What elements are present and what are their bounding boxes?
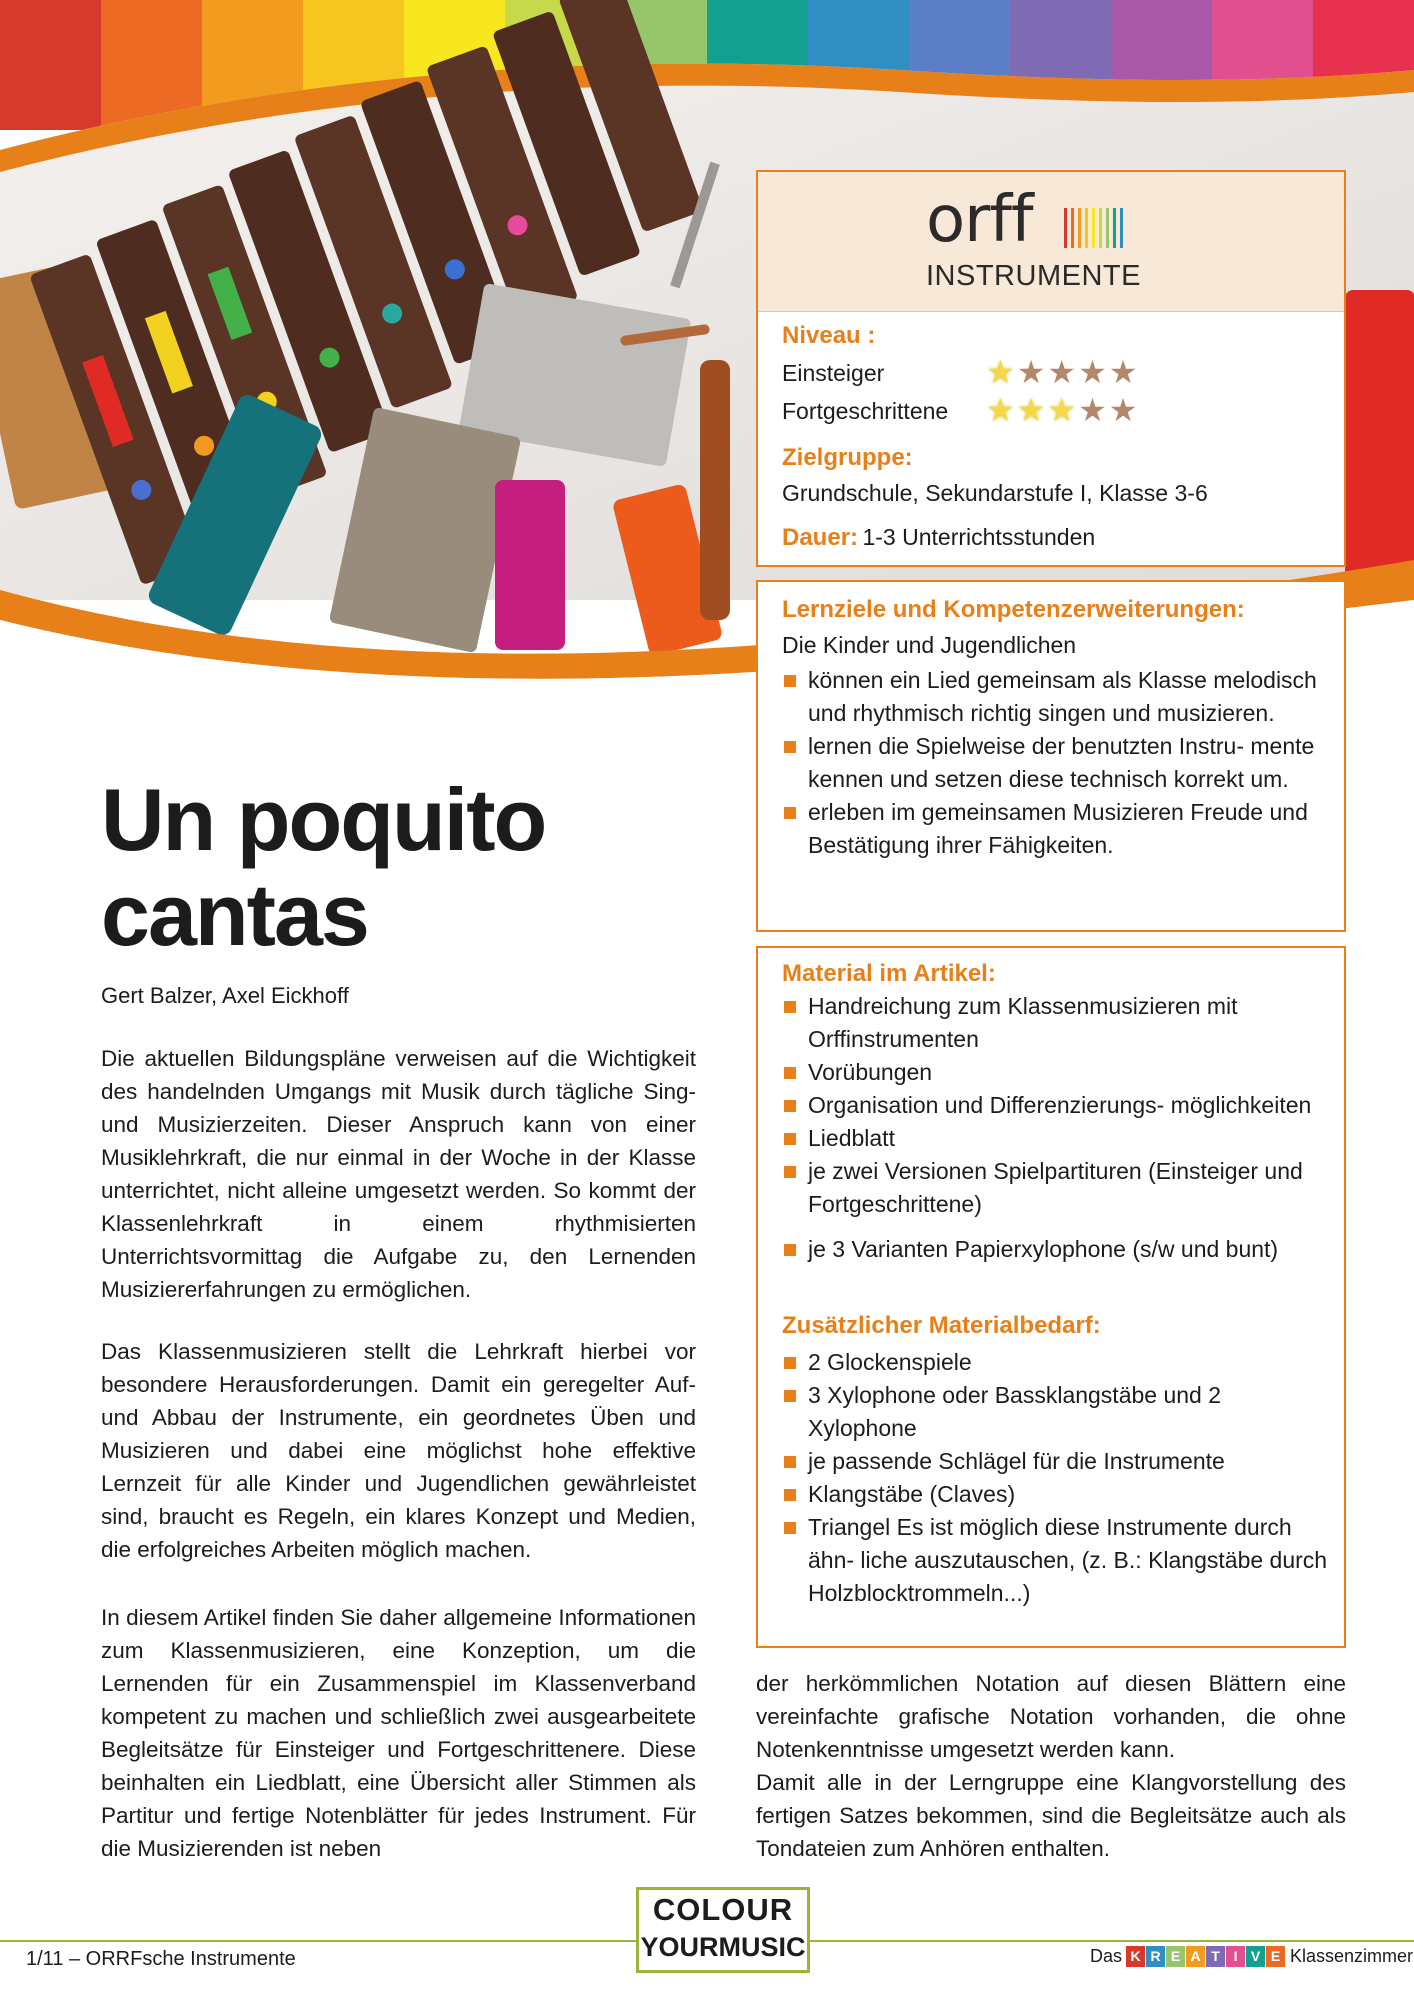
kk-letter-blocks [1126, 1946, 1286, 1967]
article-authors: Gert Balzer, Axel Eickhoff [101, 983, 349, 1008]
dauer-row [782, 524, 1095, 552]
list-item: 2 Glockenspiele [782, 1346, 1330, 1379]
list-item: können ein Lied gemeinsam als Klasse melodisch und rhythmisch richtig singen und musizieren. [782, 664, 1330, 730]
material-list [782, 990, 1330, 1266]
goals-list [782, 664, 1330, 862]
list-item: Handreichung zum Klassenmusizieren mit Orffinstrumenten [782, 990, 1330, 1056]
star-empty-icon: ★ [1078, 392, 1107, 428]
list-item: Organisation und Differenzierungs- möglichkeiten [782, 1089, 1330, 1122]
level-fortgeschrittene-label: Fortgeschrittene [782, 398, 949, 424]
list-item: je 3 Varianten Papierxylophone (s/w und bunt) [782, 1233, 1330, 1266]
star-filled-icon: ★ [1047, 392, 1077, 428]
list-item: je passende Schlägel für die Instrumente [782, 1445, 1330, 1478]
article-paragraph-4: der herkömmlichen Notation auf diesen Blättern eine vereinfachte grafische Notation vorhanden, die ohne Notenkenntnisse umgesetzt werden kann. [756, 1671, 1346, 1762]
article-paragraph-3: In diesem Artikel finden Sie daher allgemeine Informationen zum Klassenmusizieren, eine Konzeption, um die Lernenden für ein Zusammenspiel im Klassenverband kompetent zu machen und schließlich zwei ausgearbeitete Begleitsätze für Einsteiger und Fortgeschrittenere. Diese beinhalten ein Liedblatt, eine Übersicht aller Stimmen als Partitur und fertige Notenblätter für jedes Instrument. Für die Musizierenden ist neben [101, 1605, 696, 1861]
info-box [756, 170, 1346, 567]
goals-box [756, 580, 1346, 932]
kk-letter-block: K [1126, 1946, 1145, 1967]
page-label: 1/11 – ORRFsche Instrumente [26, 1948, 296, 1970]
star-filled-icon: ★ [986, 392, 1015, 428]
kk-prefix: Das [1090, 1946, 1123, 1966]
article-paragraph-5: Damit alle in der Lerngruppe eine Klangvorstellung des fertigen Satzes bekommen, sind die Begleitsätze auch als Tondateien zum Anhören enthalten. [756, 1770, 1346, 1861]
star-empty-icon: ★ [1078, 354, 1107, 390]
logo-word: orff [926, 183, 1033, 257]
logo-subtitle: INSTRUMENTE [926, 260, 1141, 292]
goals-intro: Die Kinder und Jugendlichen [782, 632, 1077, 658]
star-empty-icon: ★ [1016, 354, 1046, 390]
kk-suffix: Klassenzimmer [1290, 1946, 1414, 1966]
logo-bar [1099, 208, 1102, 248]
colour-your-music-logo [636, 1887, 810, 1973]
material-heading: Material im Artikel: [782, 960, 996, 987]
logo-bar [1085, 208, 1088, 248]
title-line-1: Un poquito [101, 770, 546, 869]
level-einsteiger-stars [986, 356, 1137, 388]
list-item: Triangel Es ist möglich diese Instrumente durch ähn- liche auszutauschen, (z. B.: Klangstäbe durch Holzblocktrommeln...) [782, 1511, 1330, 1610]
cym-music: MUSIC [718, 1932, 806, 1962]
logo-bar [1113, 208, 1116, 248]
kk-letter-block: T [1206, 1946, 1225, 1967]
goals-heading: Lernziele und Kompetenzerweiterungen: [782, 596, 1245, 623]
logo-bar [1106, 208, 1109, 248]
list-item: Vorübungen [782, 1056, 1330, 1089]
article-paragraph-2: Das Klassenmusizieren stellt die Lehrkraft hierbei vor besondere Herausforderungen. Damit ein geregelter Auf- und Abbau der Instrumente, ein geordnetes Üben und Musizieren und dabei eine möglichst hohe effektive Lernzeit für alle Kinder und Jugendlichen gewährleistet sind, braucht es Regeln, ein klares Konzept und Medien, die erfolgreiches Arbeiten möglich machen. [101, 1339, 696, 1562]
level-fortgeschrittene-stars [986, 394, 1137, 426]
list-item: lernen die Spielweise der benutzten Instru- mente kennen und setzen diese technisch korrekt um. [782, 730, 1330, 796]
kreative-klassenzimmer-logo [1090, 1946, 1413, 1967]
kk-letter-block: E [1166, 1946, 1185, 1967]
star-empty-icon: ★ [1108, 354, 1138, 390]
logo-bar [1064, 208, 1067, 248]
zielgruppe-label: Zielgruppe: [782, 444, 913, 471]
star-empty-icon: ★ [1047, 354, 1077, 390]
zielgruppe-value: Grundschule, Sekundarstufe I, Klasse 3-6 [782, 480, 1208, 506]
list-item: je zwei Versionen Spielpartituren (Einsteiger und Fortgeschrittene) [782, 1155, 1330, 1221]
kk-letter-block: V [1246, 1946, 1265, 1967]
material-box [756, 946, 1346, 1648]
dauer-value: 1-3 Unterrichtsstunden [862, 524, 1096, 550]
list-item: erleben im gemeinsamen Musizieren Freude und Bestätigung ihrer Fähigkeiten. [782, 796, 1330, 862]
title-line-2: cantas [101, 865, 368, 964]
orff-bars-icon [1064, 208, 1123, 248]
logo-bar [1092, 208, 1095, 248]
dauer-label: Dauer: [782, 524, 859, 551]
list-item: Liedblatt [782, 1122, 1330, 1155]
star-filled-icon: ★ [986, 354, 1015, 390]
cym-your: YOUR [640, 1932, 719, 1962]
cym-line-2 [639, 1930, 807, 1964]
cym-line-1: COLOUR [652, 1892, 794, 1927]
niveau-label: Niveau : [782, 322, 876, 349]
orff-logo [758, 172, 1344, 312]
logo-bar [1120, 208, 1123, 248]
star-filled-icon: ★ [1016, 392, 1046, 428]
kk-letter-block: R [1146, 1946, 1165, 1967]
article-title [101, 772, 545, 962]
list-item: Klangstäbe (Claves) [782, 1478, 1330, 1511]
logo-bar [1071, 208, 1074, 248]
extra-material-list [782, 1346, 1330, 1610]
article-continued [756, 1667, 1346, 1865]
extra-material-heading: Zusätzlicher Materialbedarf: [782, 1312, 1101, 1339]
star-empty-icon: ★ [1108, 392, 1138, 428]
kk-letter-block: A [1186, 1946, 1205, 1967]
list-item: 3 Xylophone oder Bassklangstäbe und 2 Xylophone [782, 1379, 1330, 1445]
level-einsteiger-label: Einsteiger [782, 360, 885, 386]
article-paragraph-1: Die aktuellen Bildungspläne verweisen auf die Wichtigkeit des handelnden Umgangs mit Musik durch tägliche Sing- und Musizierzeiten. Dieser Anspruch kann von einer Musiklehrkraft, die nur einmal in der Woche in der Klasse unterrichtet, nicht alleine umgesetzt werden. So kommt der Klassenlehrkraft in einem rhythmisierten Unterrichtsvormittag die Aufgabe zu, den Lernenden Musiziererfahrungen zu ermöglichen. [101, 1046, 696, 1302]
logo-bar [1078, 208, 1081, 248]
kk-letter-block: I [1226, 1946, 1245, 1967]
kk-letter-block: E [1266, 1946, 1285, 1967]
